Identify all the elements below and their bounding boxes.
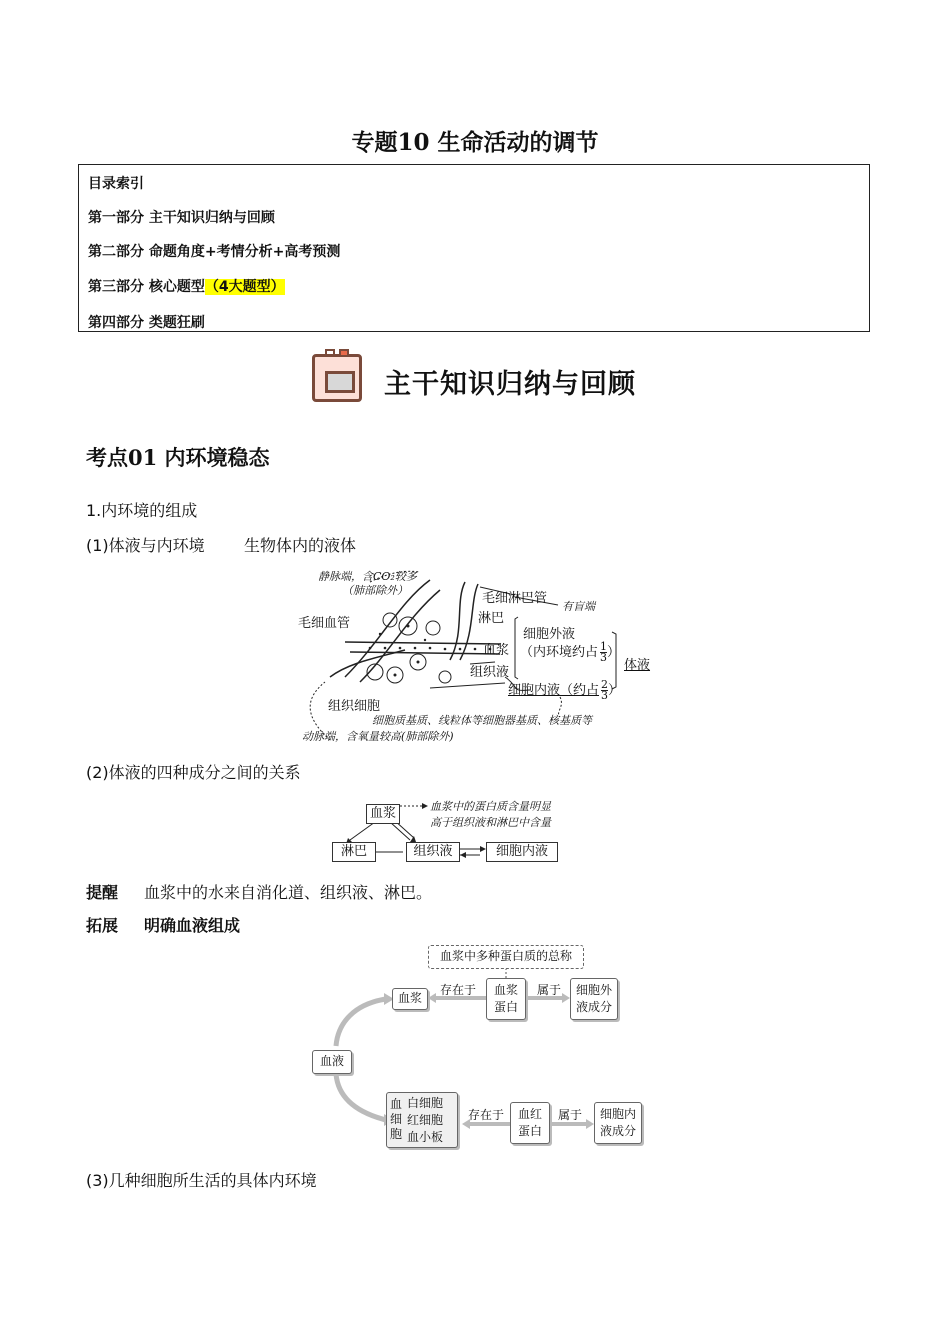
protein-note-2: 高于组织液和淋巴中含量 <box>430 816 551 829</box>
artery-note: 动脉端，含氧量较高(肺部除外) <box>302 730 454 743</box>
section-heading: 考点01 内环境稳态 <box>86 445 270 470</box>
paragraph-2: (2)体液的四种成分之间的关系 <box>86 763 301 782</box>
plasma-box-2: 血浆 <box>392 988 428 1010</box>
hemoglobin-box <box>510 1102 550 1144</box>
red-cell: 红细胞 <box>407 1113 444 1127</box>
blood-box: 血液 <box>312 1050 352 1074</box>
icf-comp-line1: 细胞内 <box>599 1107 636 1121</box>
toc-box <box>78 164 870 332</box>
plasma-protein-line1: 血浆 <box>493 983 518 997</box>
ecf-note-label: （内环境约占 $\frac{1}{3}$） <box>520 640 621 664</box>
vein-note-2: （肺部除外） <box>342 584 408 597</box>
icf-text: 细胞内液（约占 <box>508 683 600 698</box>
blood-cell-char3: 胞 <box>389 1127 402 1141</box>
icf-box: 细胞内液 <box>486 842 558 862</box>
ecf-component-box <box>570 978 618 1020</box>
tip-text: 血浆中的水来自消化道、组织液、淋巴。 <box>144 883 433 902</box>
plasma-protein-line2: 蛋白 <box>493 1000 518 1014</box>
tissue-cell-label: 组织细胞 <box>328 699 381 714</box>
toc-item-highlight: （4大题型） <box>204 279 285 295</box>
lymph-box: 淋巴 <box>332 842 376 862</box>
vein-note: 静脉端，含CO₂较多 <box>318 570 417 583</box>
toc-item-2[interactable] <box>88 241 340 261</box>
ecf-note: （内环境约占 <box>520 645 599 660</box>
banner-text: 主干知识归纳与回顾 <box>384 369 636 400</box>
protein-note-1: 血浆中的蛋白质含量明显 <box>430 800 551 813</box>
subheading-composition: 1.内环境的组成 <box>86 501 198 520</box>
ext-text: 明确血液组成 <box>144 916 241 935</box>
toc-item-label: 第三部分 核心题型 <box>88 279 205 295</box>
plasma-protein-note-box: 血浆中多种蛋白质的总称 <box>428 945 584 969</box>
icf-comp-line2: 液成分 <box>599 1124 636 1138</box>
hemoglobin-line2: 蛋白 <box>517 1124 542 1138</box>
frac1-num: 1 <box>600 640 608 653</box>
frac1-den: 3 <box>600 651 608 664</box>
belongs-label: 属于 <box>537 983 562 997</box>
body-fluid-diagram <box>290 562 670 752</box>
lymph-label: 淋巴 <box>478 611 505 626</box>
frac2-den: 3 <box>601 689 609 702</box>
toc-item-label: 第二部分 命题角度+考情分析+高考预测 <box>88 244 341 260</box>
frac2-num: 2 <box>601 678 609 691</box>
fluid-relation-diagram <box>330 798 610 868</box>
toc-item-1[interactable] <box>88 207 275 227</box>
blood-cell-char2: 细 <box>389 1112 402 1126</box>
paragraph-3: (3)几种细胞所生活的具体内环境 <box>86 1171 317 1190</box>
capillary-label: 毛细血管 <box>298 616 351 631</box>
hemoglobin-line1: 血红 <box>517 1107 542 1121</box>
tip-label: 提醒 <box>86 883 119 902</box>
ecf-label: 细胞外液 <box>523 627 576 642</box>
blood-cell-label <box>389 1097 403 1142</box>
platelet: 血小板 <box>407 1130 444 1144</box>
toc-item-3[interactable] <box>88 276 285 296</box>
tissue-fluid-box: 组织液 <box>406 842 460 862</box>
ecf-comp-line2: 液成分 <box>575 1000 612 1014</box>
toc-item-4[interactable] <box>88 312 205 332</box>
body-fluid-label: 体液 <box>624 658 651 673</box>
monitor-icon <box>312 354 362 402</box>
white-cell: 白细胞 <box>407 1096 444 1110</box>
toc-item-label: 第四部分 类题狂刷 <box>88 315 205 331</box>
cell-interior-note: 细胞质基质、线粒体等细胞器基质、核基质等 <box>372 714 592 727</box>
exist-in-label-2: 存在于 <box>468 1108 505 1122</box>
toc-heading: 目录索引 <box>88 176 144 192</box>
lymph-capillary-label: 毛细淋巴管 <box>482 591 548 606</box>
ecf-comp-line1: 细胞外 <box>575 983 612 997</box>
icf-component-box <box>594 1102 642 1144</box>
tissue-fluid-label: 组织液 <box>470 665 510 680</box>
toc-item-label: 第一部分 主干知识归纳与回顾 <box>88 210 275 226</box>
blood-composition-diagram <box>310 942 650 1152</box>
cell-types <box>407 1095 443 1146</box>
plasma-box: 血浆 <box>366 804 400 824</box>
section-banner <box>312 354 642 406</box>
exist-in-label: 存在于 <box>440 983 477 997</box>
blind-end-label: 有盲端 <box>562 600 595 613</box>
paragraph-1-label: (1)体液与内环境 <box>86 536 205 555</box>
plasma-protein-box <box>486 978 526 1020</box>
icf-label: 细胞内液（约占 $\frac{2}{3}$） <box>508 678 622 702</box>
plasma-label: 血浆 <box>483 643 510 658</box>
belongs-label-2: 属于 <box>558 1108 583 1122</box>
blood-cell-box <box>386 1092 458 1148</box>
paragraph-1-note: 生物体内的液体 <box>244 536 357 555</box>
page-title: 专题10 生命活动的调节 <box>351 129 599 156</box>
ext-label: 拓展 <box>86 916 119 935</box>
blood-cell-char1: 血 <box>389 1097 402 1111</box>
